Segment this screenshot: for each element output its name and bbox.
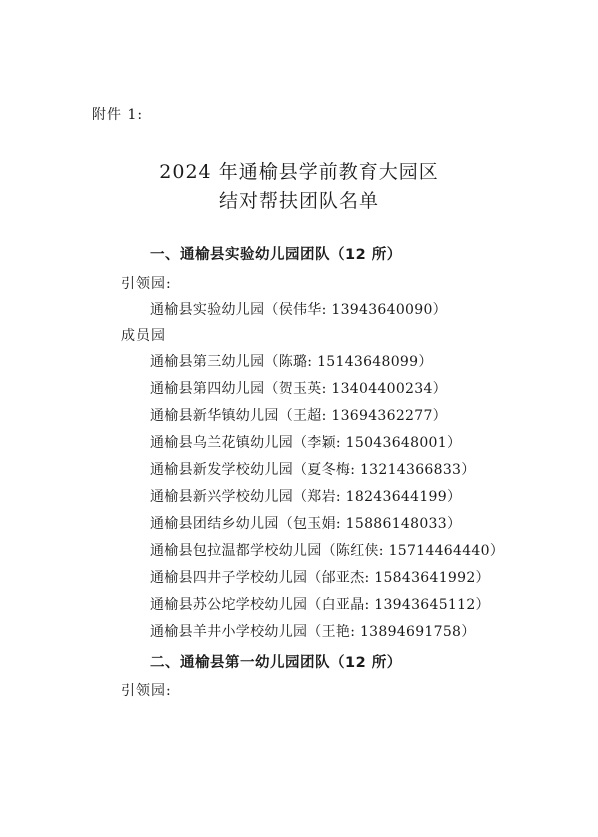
- member-entry: 通榆县新发学校幼儿园（夏冬梅: 13214366833）: [150, 462, 476, 478]
- member-entry: 通榆县羊井小学校幼儿园（王艳: 13894691758）: [150, 624, 476, 640]
- member-entry: 通榆县第三幼儿园（陈璐: 15143648099）: [150, 354, 433, 370]
- document-title-line2: 结对帮扶团队名单: [218, 190, 379, 212]
- member-entry: 通榆县新兴学校幼儿园（郑岩: 18243644199）: [150, 489, 462, 505]
- member-entry: 通榆县包拉温都学校幼儿园（陈红侠: 15714464440）: [150, 543, 505, 559]
- member-entry: 通榆县第四幼儿园（贺玉英: 13404400234）: [150, 381, 447, 397]
- document-title-line1: 2024 年通榆县学前教育大园区: [159, 161, 439, 183]
- section2-lead-label: 引领园:: [121, 683, 172, 699]
- section2-heading: 二、通榆县第一幼儿园团队（12 所）: [150, 655, 402, 671]
- member-entry: 通榆县新华镇幼儿园（王超: 13694362277）: [150, 408, 447, 424]
- attachment-label: 附件 1:: [92, 107, 144, 123]
- section1-lead-label: 引领园:: [121, 276, 172, 292]
- section1-heading: 一、通榆县实验幼儿园团队（12 所）: [150, 247, 402, 263]
- section1-members-label: 成员园: [121, 328, 166, 344]
- section1-lead-entry: 通榆县实验幼儿园（侯伟华: 13943640090）: [150, 302, 447, 318]
- member-entry: 通榆县团结乡幼儿园（包玉娟: 15886148033）: [150, 516, 462, 532]
- member-entry: 通榆县乌兰花镇幼儿园（李颖: 15043648001）: [150, 435, 462, 451]
- member-entry: 通榆县苏公坨学校幼儿园（白亚晶: 13943645112）: [150, 597, 490, 613]
- member-entry: 通榆县四井子学校幼儿园（邰亚杰: 15843641992）: [150, 570, 490, 586]
